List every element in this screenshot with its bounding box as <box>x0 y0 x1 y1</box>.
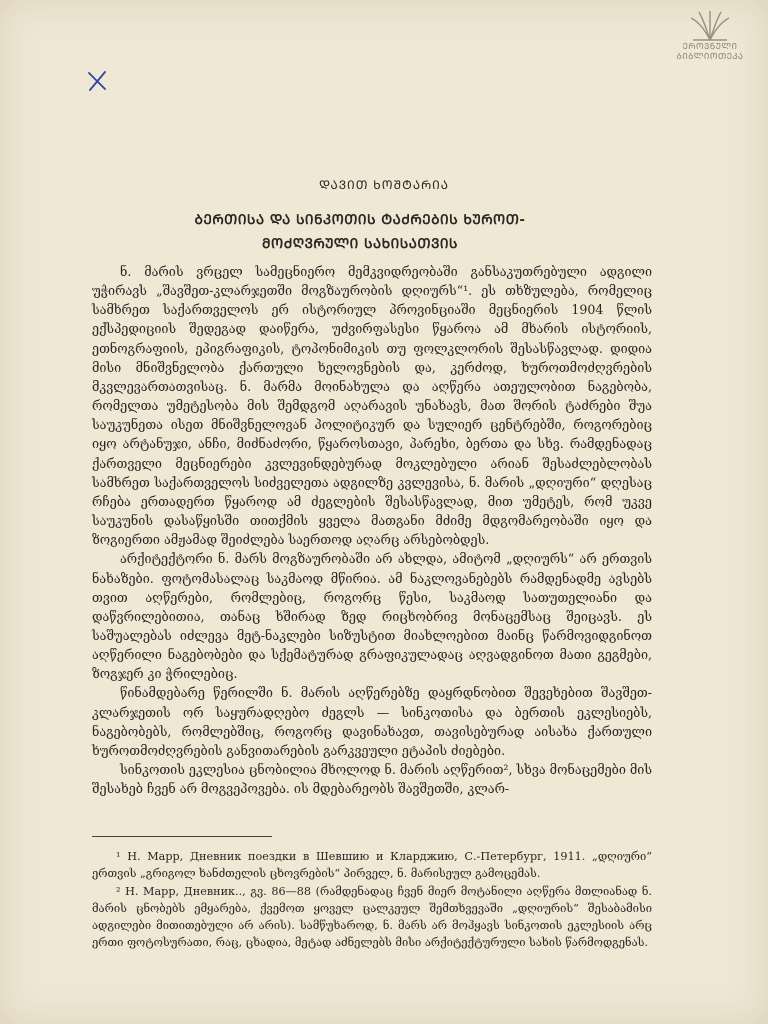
footnote: ² Н. Марр, Дневник.., გვ. 86—88 (რამდენადაც ჩვენ მიერ მოტანილი აღწერა მთლიანად ნ. მარის ცნობებს ემყარება, ქვემოთ ყოველ ცალკეულ შემთხვევაში „დღიურის“ შესაბამისი ადგილები მითითებული არ არის). სამწუხაროდ, ნ. მარს არ მოჰყავს სინკოთის ეკლესიის არც ერთი ფოტოსურათი, რაც, ცხადია, მეტად აძნელებს მისი არქიტექტურული სახის წარმოდგენას. <box>92 884 652 950</box>
title-line-1: ᲑᲔᲠᲗᲘᲡᲐ ᲓᲐ ᲡᲘᲜᲙᲝᲗᲘᲡ ᲢᲐᲫᲠᲔᲑᲘᲡ ᲮᲣᲠᲝᲗ- <box>194 212 526 228</box>
article-title <box>140 208 580 256</box>
body-paragraph: არქიტექტორი ნ. მარს მოგზაურობაში არ ახლდა, ამიტომ „დღიურს“ არ ერთვის ნახაზები. ფოტომასალაც საკმაოდ მწირია. ამ ნაკლოვანებებს რამდენადმე ავსებს თვით აღწერები, რომლებიც, როგორც წესი, საკმაოდ სათუთელიანი და დაწვრილებითია, თანაც ხშირად ზედ რიცხობრივ მონაცემსაც შეიცავს. ეს საშუალებას იძლევა მეტ-ნაკლები სიზუსტით მიახლოებით მაინც წარმოვიდგინოთ აღწერილი ნაგებობები და სქემატურად გრაფიკულადაც აღვადგინოთ მათი გეგმები, ზოგჯერ კი ჭრილებიც. <box>92 551 652 682</box>
footnotes <box>92 848 652 952</box>
library-logo-icon <box>685 10 735 42</box>
author-name: ᲓᲐᲕᲘᲗ ᲮᲝᲨᲢᲐᲠᲘᲐ <box>319 178 449 192</box>
article-body <box>92 262 652 798</box>
footnote: ¹ Н. Марр, Дневник поездки в Шевшию и Кларджию, С.-Петербург, 1911. „დღიური“ ერთვის „გრიგოლ ხანძთელის ცხოვრების“ პირველ, ნ. მარისეულ გამოცემას. <box>92 850 652 881</box>
stamp-line-2: ᲑᲘᲑᲚᲘᲝᲗᲔᲙᲐ <box>676 52 744 62</box>
body-paragraph: ნ. მარის ვრცელ სამეცნიერო მემკვიდრეობაში განსაკუთრებული ადგილი უჭირავს „შავშეთ-კლარჯეთში მოგზაურობის დღიურს“¹. ეს თხზულება, რომელიც სამხრეთ საქართველოს ერ ისტორიულ პროვინციაში მეცნიერის 1904 წლის ექსპედიციის შედეგად დაიწერა, უძვირფასესი წყაროა ამ მხარის ისტორიის, ეთნოგრაფიის, ეპიგრაფიკის, ტოპონიმიკის თუ ფოლკლორის შესასწავლად. დიდია მისი მნიშვნელობა ქართული ხელოვნების და, კერძოდ, ხუროთმოძღვრების მკვლევართათვისაც. ნ. მარმა მოინახულა და აღწერა ათეულობით ნაგებობა, რომელთა უმეტესობა მის შემდგომ აღარავის უნახავს, მათ შორის ტაძრები შუა საუკუნეთა ისეთ მნიშვნელოვან პოლიტიკურ და სულიერ ცენტრებში, როგორებიც იყო არტანუჯი, ანჩი, მიძნაძორი, წყაროსთავი, პარეხი, ბერთა და სხვ. რამდენადაც ქართველი მეცნიერები კვლევინდებურად მოკლებული არიან შესაძლებლობას სამხრეთ საქართველოს სიძველეთა ადგილზე კვლევისა, ნ. მარის „დღიური“ დღესაც რჩება ერთადერთ წყაროდ ამ ძეგლების შესასწავლად, მით უმეტეს, რომ უკვე საუკუნის დასაწყისში თითქმის ყველა მათგანი მძიმე მდგომარეობაში იყო და ზოგიერთი ამჟამად შეიძლება საერთოდ აღარც არსებობდეს. <box>92 264 652 548</box>
body-paragraph: წინამდებარე წერილში ნ. მარის აღწერებზე დაყრდნობით შევეხებით შავშეთ-კლარჯეთის ორ საყურადღებო ძეგლს — სინკოთისა და ბერთის ეკლესიებს, ნაგებობებს, რომლებშიც, როგორც დავინახავთ, თავისებურად აისახა ქართული ხუროთმოძღვრების განვითარების გარკვეული ეტაპის ძიებები. <box>92 685 652 758</box>
stamp-line-1: ᲔᲠᲝᲕᲜᲣᲚᲘ <box>682 42 738 52</box>
library-stamp <box>660 10 760 74</box>
body-paragraph: სინკოთის ეკლესია ცნობილია მხოლოდ ნ. მარის აღწერით², სხვა მონაცემები მის შესახებ ჩვენ არ მოგვეპოვება. ის მდებარეობს შავშეთში, კლარ- <box>92 762 652 797</box>
margin-cross-mark <box>86 70 108 96</box>
cross-mark-icon <box>86 70 108 92</box>
title-line-2: ᲛᲝᲫᲦᲕᲠᲣᲚᲘ ᲡᲐᲮᲘᲡᲐᲗᲕᲘᲡ <box>261 236 458 252</box>
footnote-divider <box>92 836 272 837</box>
